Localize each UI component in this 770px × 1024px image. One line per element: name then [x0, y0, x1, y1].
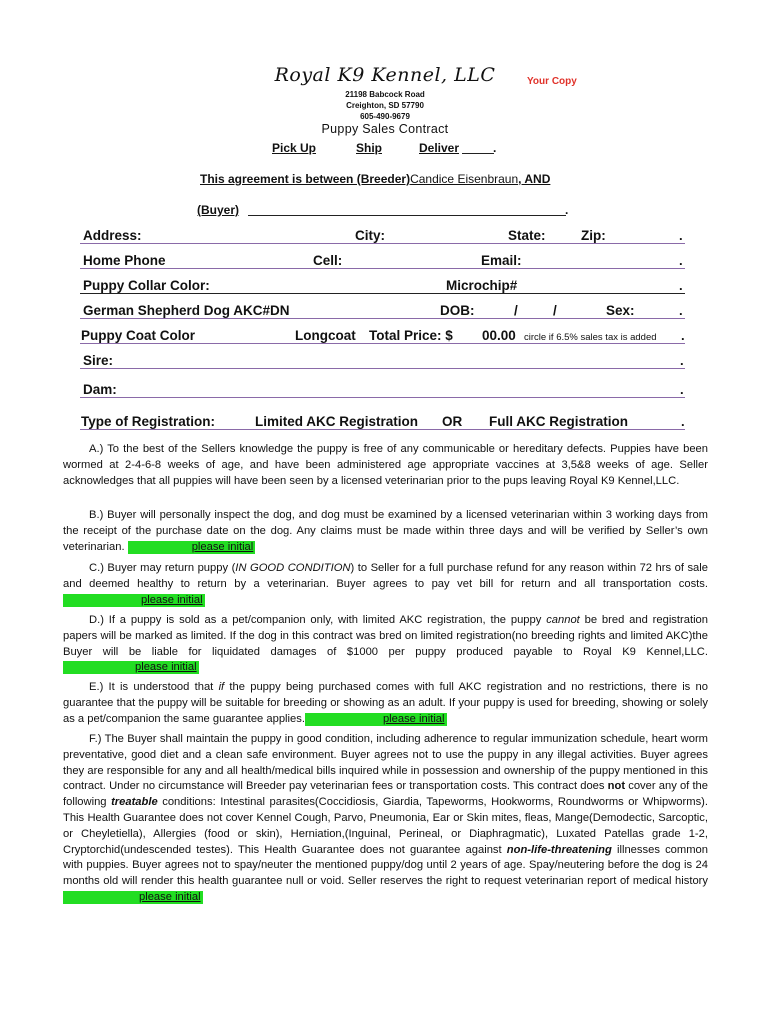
cell-label: Cell:	[313, 253, 343, 268]
document-title: Puppy Sales Contract	[321, 122, 449, 136]
state-label: State:	[508, 228, 546, 243]
sire-field[interactable]	[80, 368, 685, 369]
term-b-text: B.) Buyer will personally inspect the dog, and dog must be examined by a licensed veterinarian within 3 working days from the receipt of the purchase date on the dog. Any claims must be made within three days and will be verified by Seller’s own veterinarian.	[63, 509, 708, 553]
registration-field	[80, 429, 685, 430]
address-field[interactable]	[80, 243, 685, 244]
collar-label: Puppy Collar Color:	[83, 278, 210, 293]
limited-registration-option[interactable]: Limited AKC Registration	[255, 414, 419, 429]
row-end: .	[679, 228, 683, 243]
kennel-logo: Royal K9 Kennel, LLC	[274, 64, 496, 86]
buyer-field[interactable]	[248, 215, 566, 216]
term-e-post: the puppy being purchased comes with full AKC registration and no restrictions, there is no guarantee that the puppy will be suitable for breeding or showing as an adult. If your puppy is used for breeding, showing or solely as a pet/companion the same guarantee applies.	[63, 681, 708, 725]
sire-label: Sire:	[83, 353, 114, 368]
registration-or: OR	[442, 414, 463, 429]
address-line-2: Creighton, SD 57790	[346, 101, 424, 110]
term-b	[63, 508, 708, 555]
term-c-post: ) to Seller for a full purchase refund for any reason within 72 hrs of sale and deemed healthy to return by a veterinarian. Buyer agrees to pay vet bill for return and all transportation costs.	[63, 562, 708, 590]
breed-field[interactable]	[80, 318, 685, 319]
option-pickup[interactable]: Pick Up	[272, 141, 317, 155]
term-c-pre: C.) Buyer may return puppy (	[89, 562, 236, 574]
dam-field[interactable]	[80, 397, 685, 398]
home-phone-label: Home Phone	[83, 253, 166, 268]
row-end: .	[679, 253, 683, 268]
term-f-1: F.) The Buyer shall maintain the puppy in good condition, including adherence to regular immunization schedule, heart worm preventative, good diet and a clean safe environment. Buyer agrees not to use the puppy in any illegal activities. Buyer agrees they are responsible for any and all health/medical bills inquired while in possession and ownership of the puppy mentioned in this contract. Under no circumstance will Breeder pay veterinarian fees or transportation costs. This contract does	[63, 733, 708, 793]
term-f-3: conditions: Intestinal parasites(Coccidiosis, Giardia, Tapeworms, Hookworms, Roundworms or Whipworms). This Health Guarantee does not cover Kennel Cough, Parvo, Pneumonia, Ear or Skin mites, fleas, Mange(Demodectic, Sarcoptic, or Cheyletiella), Allergies (food or skin), Herniation,(Inguinal, Perineal, or Diaphragmatic), Luxated Patellas grade 1-2, Cryptorchid(undescended testes). This Health Guarantee does not guarantee against	[63, 796, 709, 856]
option-ship[interactable]: Ship	[356, 141, 382, 155]
phone-number: 605-490-9679	[360, 112, 410, 121]
term-d-em: cannot	[546, 614, 580, 626]
term-f-not: not	[607, 780, 626, 793]
buyer-label: (Buyer)	[197, 203, 240, 217]
dob-label: DOB:	[440, 303, 475, 318]
term-e-pre: E.) It is understood that	[89, 681, 219, 693]
term-a-text: A.) To the best of the Sellers knowledge the puppy is free of any communicable or hereditary defects. Puppies have been wormed at 2-4-6-8 weeks of age, and have been administered age appropriate vaccines at 3,5&8 weeks of age. Seller acknowledges that all puppies will have been seen by a licensed veterinarian prior to the pups leaving Royal K9 Kennel,LLC.	[63, 443, 708, 487]
row-end: .	[681, 414, 685, 429]
initial-box-c[interactable]: please initial	[63, 594, 205, 607]
breed-label: German Shepherd Dog AKC#DN	[83, 303, 290, 318]
agreement-line	[200, 172, 550, 186]
term-f-nonlife: non-life-threatening	[506, 843, 612, 856]
coat-field[interactable]	[80, 343, 685, 344]
full-registration-option[interactable]: Full AKC Registration	[489, 414, 629, 429]
term-d-pre: D.) If a puppy is sold as a pet/companion only, with limited AKC registration, the puppy	[89, 614, 547, 626]
row-end: .	[680, 353, 684, 368]
email-label: Email:	[481, 253, 522, 268]
term-f-2: cover any of the following	[63, 780, 708, 809]
initial-box-f[interactable]: please initial	[63, 891, 203, 904]
dob-separator: /	[514, 303, 518, 318]
term-d	[63, 613, 708, 676]
agreement-prefix: This agreement is between (Breeder)	[200, 172, 411, 186]
option-dot: .	[493, 141, 497, 155]
row-end: .	[680, 382, 684, 397]
buyer-end: .	[565, 203, 569, 217]
total-price-label: Total Price: $	[369, 328, 453, 343]
row-end: .	[679, 303, 683, 318]
term-e-em: if	[218, 681, 225, 693]
agreement-and: , AND	[518, 172, 551, 186]
zip-label: Zip:	[581, 228, 606, 243]
deliver-blank	[462, 153, 494, 154]
term-f	[63, 732, 708, 906]
term-d-post: be bred and registration papers will be marked as limited. If the dog in this contract was bred on limited registration(no breeding rights and limited AKC)the Buyer will be liable for liquidated damages of $1000 per puppy produced payable to Royal K9 Kennel,LLC.	[63, 614, 708, 658]
initial-box-b[interactable]: please initial	[128, 541, 256, 554]
term-e	[63, 680, 708, 727]
term-f-treatable: treatable	[111, 796, 158, 809]
row-end: .	[679, 278, 683, 293]
address-line-1: 21198 Babcock Road	[345, 90, 425, 99]
coat-value: Longcoat	[295, 328, 356, 343]
copy-label: Your Copy	[527, 76, 577, 87]
dam-label: Dam:	[83, 382, 117, 397]
initial-box-e[interactable]: please initial	[305, 713, 447, 726]
coat-label: Puppy Coat Color	[81, 328, 195, 343]
term-c	[63, 561, 708, 608]
phone-field[interactable]	[80, 268, 685, 269]
sex-label: Sex:	[606, 303, 635, 318]
initial-box-d[interactable]: please initial	[63, 661, 199, 674]
breeder-name: Candice Eisenbraun	[410, 172, 519, 186]
term-f-4: illnesses common with puppies. Buyer agrees not to spay/neuter the mentioned puppy/dog until 2 years of age. Spay/neutering before the dog is 24 months old will render this health guarantee null or void. Seller reserves the right to request veterinarian report of medical history	[63, 843, 708, 888]
microchip-label: Microchip#	[446, 278, 518, 293]
price-value: 00.00	[482, 328, 516, 343]
address-label: Address:	[83, 228, 142, 243]
row-end: .	[681, 328, 685, 343]
city-label: City:	[355, 228, 385, 243]
option-deliver[interactable]: Deliver	[419, 141, 460, 155]
dob-separator: /	[553, 303, 557, 318]
tax-note: circle if 6.5% sales tax is added	[524, 332, 657, 343]
collar-field[interactable]	[80, 293, 685, 294]
term-a	[63, 442, 708, 489]
term-c-em: IN GOOD CONDITION	[235, 562, 351, 574]
registration-label: Type of Registration:	[81, 414, 216, 429]
